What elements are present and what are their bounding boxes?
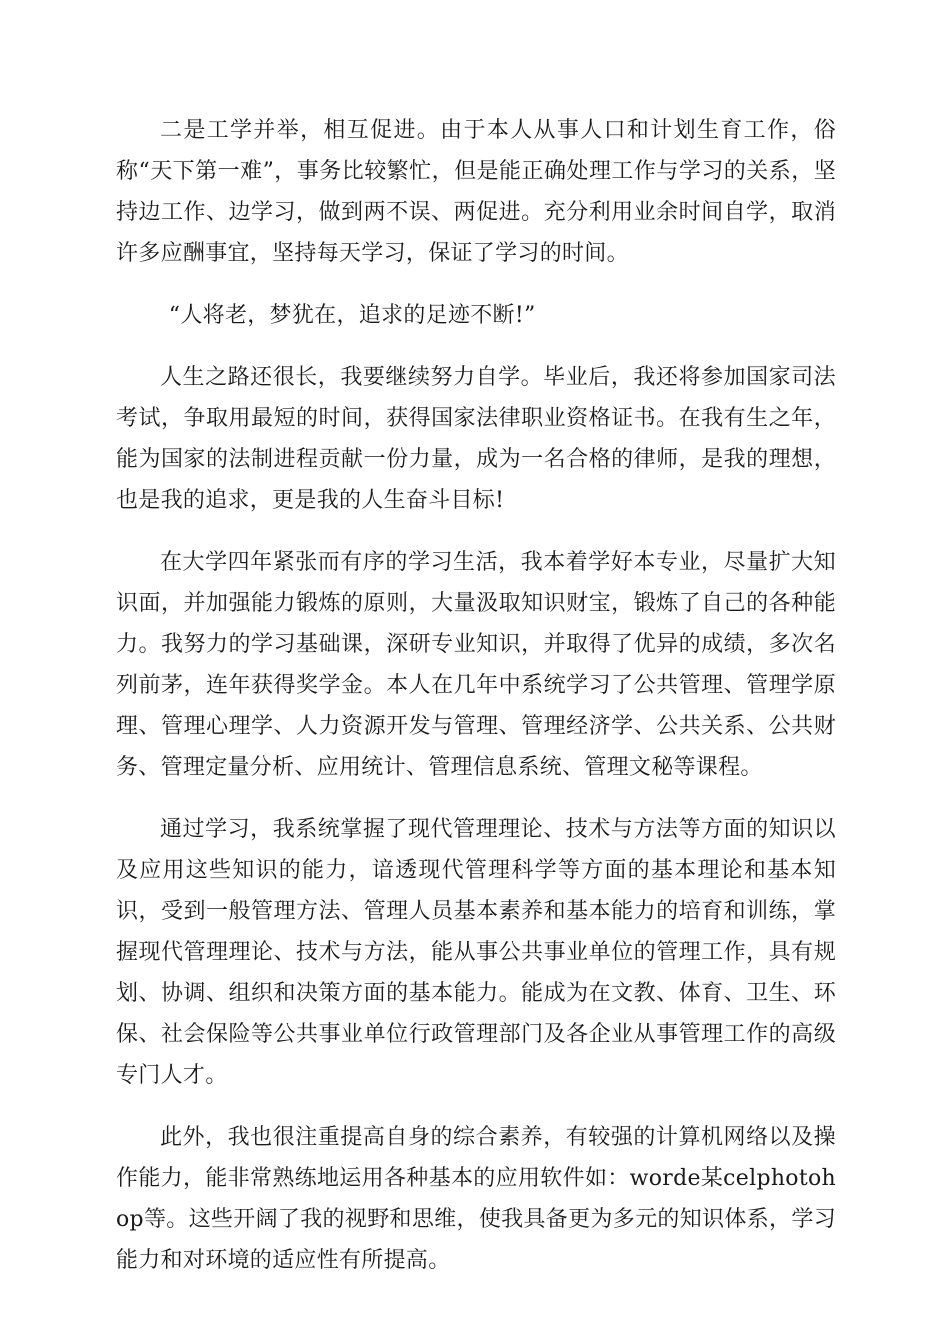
paragraph-computer-skills: 此外，我也很注重提高自身的综合素养，有较强的计算机网络以及操作能力，能非常熟练地运用各种基本的应用软件如：worde某celphotohop等。这些开阔了我的视野和思维，使我具备更为多元的知识体系，学习能力和对环境的适应性有所提高。 [116, 1125, 836, 1273]
paragraph-study-and-work: 二是工学并举，相互促进。由于本人从事人口和计划生育工作，俗称“天下第一难”，事务比较繁忙，但是能正确处理工作与学习的关系，坚持边工作、边学习，做到两不误、两促进。充分利用业余时间自学，取消许多应酬事宜，坚持每天学习，保证了学习的时间。 [116, 118, 836, 266]
paragraph-quote: “人将老，梦犹在，追求的足迹不断!” [168, 303, 536, 328]
paragraph-university-study: 在大学四年紧张而有序的学习生活，我本着学好本专业，尽量扩大知识面，并加强能力锻炼的原则，大量汲取知识财宝，锻炼了自己的各种能力。我努力的学习基础课，深研专业知识，并取得了优异的成绩，多次名列前茅，连年获得奖学金。本人在几年中系统学习了公共管理、管理学原理、管理心理学、人力资源开发与管理、管理经济学、公共关系、公共财务、管理定量分析、应用统计、管理信息系统、管理文秘等课程。 [116, 550, 836, 780]
document-body [116, 110, 836, 1302]
paragraph-management-skills: 通过学习，我系统掌握了现代管理理论、技术与方法等方面的知识以及应用这些知识的能力，谙透现代管理科学等方面的基本理论和基本知识，受到一般管理方法、管理人员基本素养和基本能力的培育和训练，掌握现代管理理论、技术与方法，能从事公共事业单位的管理工作，具有规划、协调、组织和决策方面的基本能力。能成为在文教、体育、卫生、环保、社会保险等公共事业单位行政管理部门及各企业从事管理工作的高级专门人才。 [116, 817, 836, 1088]
paragraph-future-goals: 人生之路还很长，我要继续努力自学。毕业后，我还将参加国家司法考试，争取用最短的时间，获得国家法律职业资格证书。在我有生之年，能为国家的法制进程贡献一份力量，成为一名合格的律师，是我的理想，也是我的追求，更是我的人生奋斗目标! [116, 365, 836, 513]
